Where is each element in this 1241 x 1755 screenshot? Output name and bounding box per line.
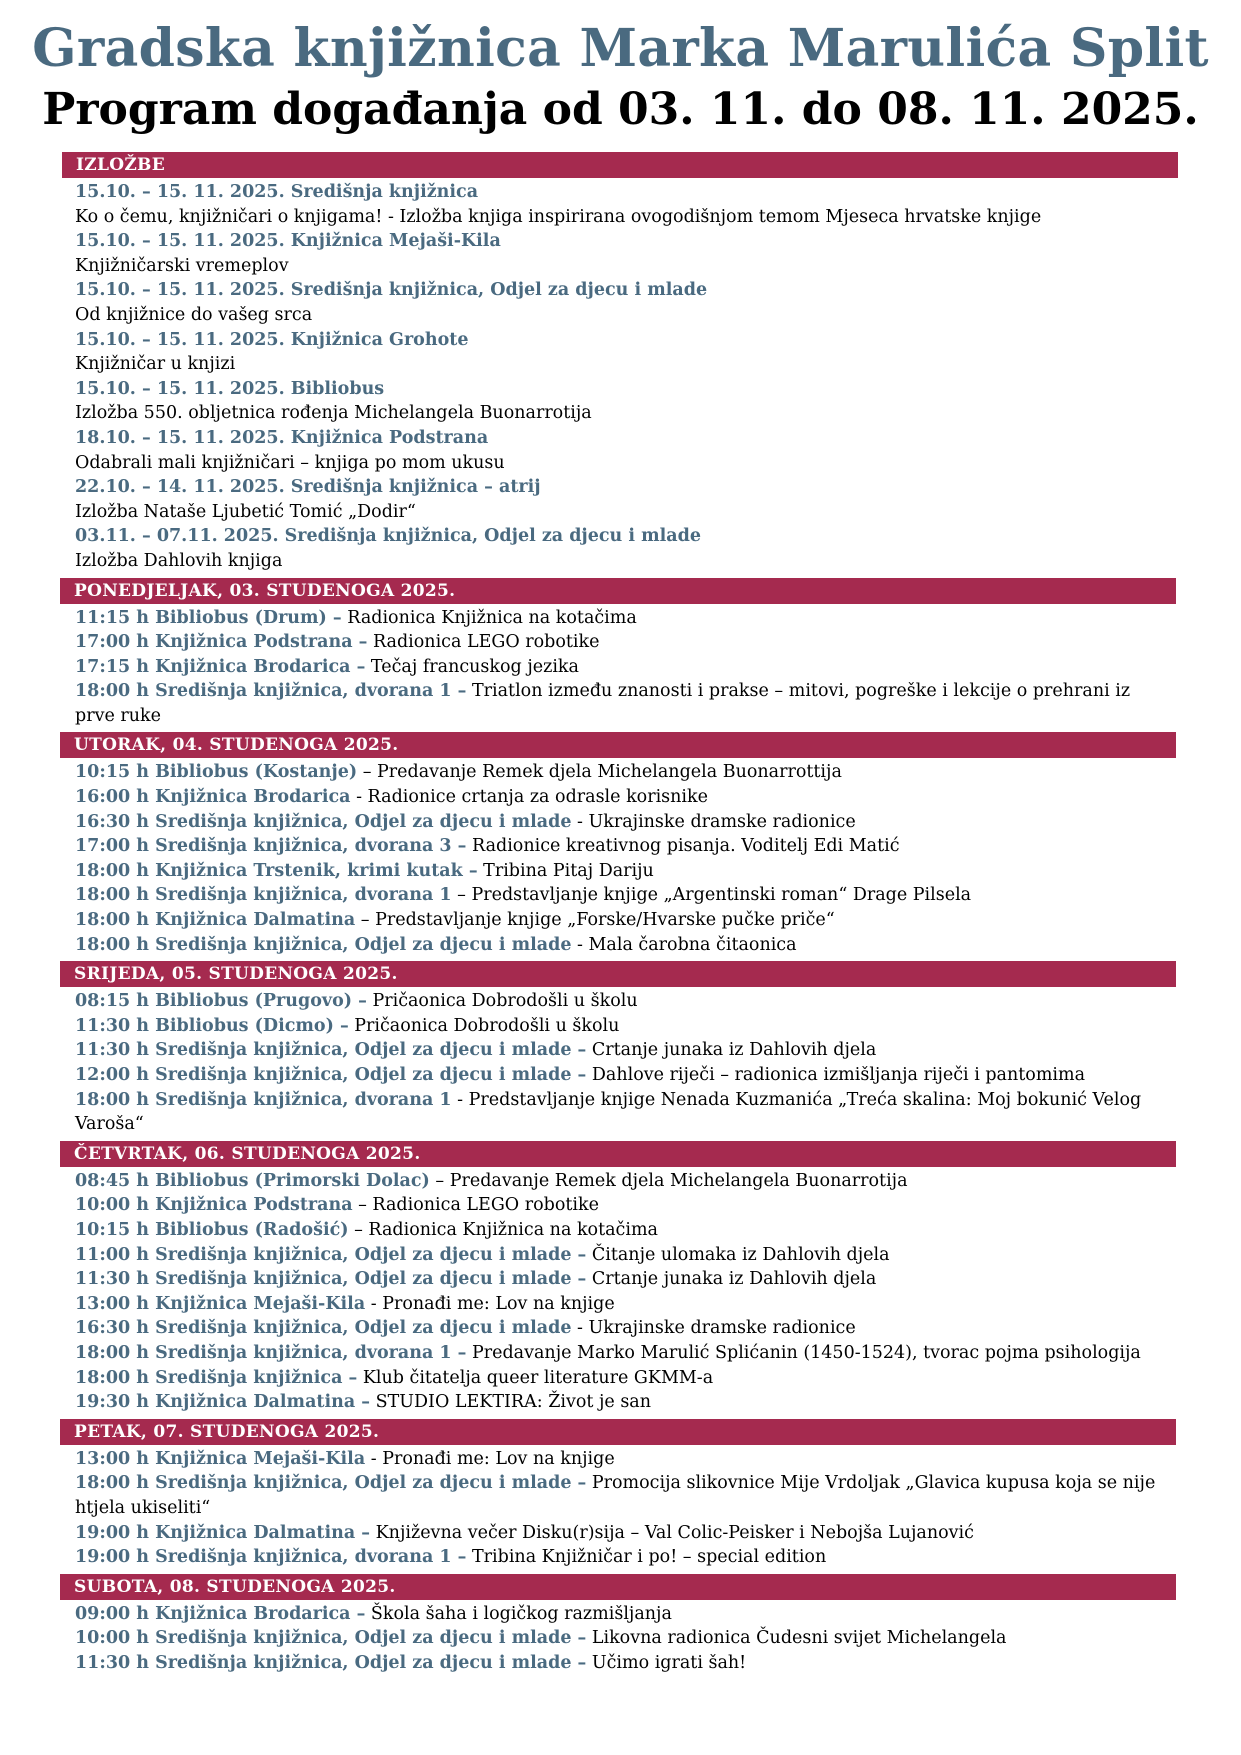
event-time-location: 17:00 h Središnja knjižnica, dvorana 3 – (75, 836, 467, 857)
exhibition-heading (75, 524, 1174, 549)
event-title: – Predavanje Remek djela Michelangela Buonarrotija (429, 1170, 908, 1191)
event-title: - Radionice crtanja za odrasle korisnike (350, 787, 708, 808)
event-title: - Pronađi me: Lov na knjige (365, 1448, 615, 1469)
event-time-location: 18:00 h Središnja knjižnica, dvorana 1 (75, 1089, 452, 1110)
exhibition-date: 15.10. – 15. 11. 2025. (75, 378, 285, 399)
exhibition-location: Knjižnica Grohote (290, 329, 469, 350)
event-row (75, 1169, 1174, 1194)
event-row (75, 1088, 1174, 1137)
event-title: Čitanje ulomaka iz Dahlovih djela (586, 1244, 890, 1265)
event-title: Tribina Knjižničar i po! – special edition (466, 1547, 827, 1568)
exhibition-date: 03.11. – 07.11. 2025. (75, 526, 279, 547)
event-title: Škola šaha i logičkog razmišljanja (365, 1603, 672, 1624)
day-events-list (62, 604, 1174, 733)
day-events-list (62, 1445, 1174, 1574)
event-row (75, 1193, 1174, 1218)
event-time-location: 08:45 h Bibliobus (Primorski Dolac) (75, 1170, 430, 1191)
event-time-location: 17:15 h Knjižnica Brodarica – (75, 656, 366, 677)
section-header-day: SRIJEDA, 05. STUDENOGA 2025. (60, 961, 1176, 987)
event-row (75, 1651, 1174, 1676)
event-time-location: 19:30 h Knjižnica Dalmatina – (75, 1392, 371, 1413)
exhibition-description: Od knjižnice do vašeg srca (75, 304, 313, 325)
event-time-location: 11:15 h Bibliobus (Drum) – (75, 607, 342, 628)
event-time-location: 18:00 h Knjižnica Dalmatina (75, 910, 356, 931)
event-title: – Predavanje Remek djela Michelangela Buonarrottija (357, 762, 842, 783)
event-row (75, 1038, 1174, 1063)
exhibition-heading (75, 229, 1174, 254)
event-row (75, 1316, 1174, 1341)
event-row (75, 1447, 1174, 1472)
exhibition-description: Izložba Nataše Ljubetić Tomić „Dodir“ (75, 501, 416, 522)
event-title: - Predstavljanje knjige Nenada Kuzmanića „Treća skalina: Moj bokunić Velog Varoša“ (75, 1089, 1142, 1135)
event-time-location: 16:00 h Knjižnica Brodarica (75, 787, 351, 808)
event-title: Klub čitatelja queer literature GKMM-a (357, 1367, 714, 1388)
day-events-list (62, 1600, 1174, 1680)
event-time-location: 08:15 h Bibliobus (Prugovo) – (75, 991, 367, 1012)
event-title: - Pronađi me: Lov na knjige (365, 1293, 615, 1314)
exhibition-heading (75, 180, 1174, 205)
event-title: Crtanje junaka iz Dahlovih djela (586, 1269, 877, 1290)
event-title: Radionica Knjižnica na kotačima (341, 607, 637, 628)
event-row (75, 933, 1174, 958)
exhibition-date: 15.10. – 15. 11. 2025. (75, 231, 285, 252)
event-row (75, 1014, 1174, 1039)
event-title: - Ukrajinske dramske radionice (571, 811, 856, 832)
event-row (75, 1602, 1174, 1627)
event-time-location: 10:15 h Bibliobus (Kostanje) (75, 762, 358, 783)
event-title: - Ukrajinske dramske radionice (571, 1318, 856, 1339)
event-row (75, 1471, 1174, 1520)
event-time-location: 18:00 h Središnja knjižnica, Odjel za djecu i mlade – (75, 1473, 587, 1494)
section-header-day: UTORAK, 04. STUDENOGA 2025. (60, 732, 1176, 758)
exhibition-location: Središnja knjižnica (290, 182, 479, 202)
day-events-list (62, 758, 1174, 961)
event-title: Učimo igrati šah! (586, 1652, 747, 1673)
exhibition-date: 15.10. – 15. 11. 2025. (75, 329, 285, 350)
event-title: Crtanje junaka iz Dahlovih djela (586, 1040, 877, 1061)
exhibition-description: Izložba Dahlovih knjiga (75, 550, 283, 571)
library-title: Gradska knjižnica Marka Marulića Split (32, 18, 1209, 79)
event-row (75, 908, 1174, 933)
exhibition-location: Središnja knjižnica, Odjel za djecu i mlade (290, 280, 708, 301)
event-title: – Radionica LEGO robotike (352, 1195, 599, 1216)
event-time-location: 19:00 h Središnja knjižnica, dvorana 1 – (75, 1547, 467, 1568)
event-row (75, 679, 1174, 728)
event-row (75, 1243, 1174, 1268)
event-time-location: 11:30 h Središnja knjižnica, Odjel za djecu i mlade – (75, 1269, 587, 1290)
exhibition-heading (75, 426, 1174, 451)
event-title: Tečaj francuskog jezika (365, 656, 579, 677)
event-row (75, 883, 1174, 908)
event-title: Pričaonica Dobrodošli u školu (348, 1015, 620, 1036)
exhibition-description: Knjižničarski vremeplov (75, 255, 289, 276)
event-time-location: 13:00 h Knjižnica Mejaši-Kila (75, 1293, 366, 1314)
days-container (62, 578, 1174, 1680)
event-title: – Predstavljanje knjige „Forske/Hvarske pučke priče“ (355, 910, 835, 931)
exhibition-location: Središnja knjižnica – atrij (290, 477, 541, 498)
event-title: STUDIO LEKTIRA: Život je san (370, 1392, 652, 1413)
event-time-location: 16:30 h Središnja knjižnica, Odjel za djecu i mlade (75, 811, 572, 832)
event-time-location: 17:00 h Knjižnica Podstrana – (75, 632, 368, 653)
event-row (75, 1341, 1174, 1366)
event-row (75, 1390, 1174, 1415)
event-row (75, 606, 1174, 631)
exhibition-date: 22.10. – 14. 11. 2025. (75, 477, 285, 498)
event-time-location: 18:00 h Središnja knjižnica – (75, 1367, 358, 1388)
event-row (75, 1521, 1174, 1546)
event-row (75, 1267, 1174, 1292)
event-time-location: 10:00 h Središnja knjižnica, Odjel za djecu i mlade – (75, 1628, 587, 1649)
event-row (75, 810, 1174, 835)
event-row (75, 1366, 1174, 1391)
event-row (75, 1626, 1174, 1651)
event-time-location: 10:15 h Bibliobus (Radošić) (75, 1219, 349, 1240)
event-row (75, 834, 1174, 859)
event-row (75, 1218, 1174, 1243)
exhibition-description: Izložba 550. obljetnica rođenja Michelangela Buonarrotija (75, 403, 592, 424)
event-time-location: 18:00 h Središnja knjižnica, Odjel za djecu i mlade (75, 934, 572, 955)
event-title: Književna večer Disku(r)sija – Val Colic-Peisker i Nebojša Lujanović (370, 1522, 974, 1543)
event-title: Dahlove riječi – radionica izmišljanja riječi i pantomima (586, 1065, 1086, 1085)
event-row (75, 655, 1174, 680)
event-time-location: 18:00 h Središnja knjižnica, dvorana 1 (75, 885, 452, 906)
event-time-location: 11:00 h Središnja knjižnica, Odjel za djecu i mlade – (75, 1244, 587, 1265)
exhibition-heading (75, 475, 1174, 500)
exhibitions-list (62, 178, 1174, 578)
event-title: Radionice kreativnog pisanja. Voditelj Edi Matić (466, 836, 900, 857)
event-time-location: 11:30 h Središnja knjižnica, Odjel za djecu i mlade – (75, 1040, 587, 1061)
event-row (75, 1292, 1174, 1317)
exhibition-heading (75, 328, 1174, 353)
event-row (75, 785, 1174, 810)
event-title: – Radionica Knjižnica na kotačima (348, 1219, 658, 1240)
event-time-location: 09:00 h Knjižnica Brodarica – (75, 1603, 366, 1624)
event-time-location: 10:00 h Knjižnica Podstrana (75, 1195, 353, 1216)
event-title: Tribina Pitaj Dariju (477, 860, 654, 881)
event-row (75, 989, 1174, 1014)
event-row (75, 1063, 1174, 1088)
exhibition-location: Bibliobus (290, 378, 385, 399)
exhibition-location: Knjižnica Mejaši-Kila (290, 231, 501, 252)
event-time-location: 18:00 h Knjižnica Trstenik, krimi kutak – (75, 860, 478, 881)
event-row (75, 630, 1174, 655)
section-header-day: PONEDJELJAK, 03. STUDENOGA 2025. (60, 578, 1176, 604)
day-events-list (62, 1167, 1174, 1419)
event-title: Likovna radionica Čudesni svijet Michelangela (586, 1628, 1007, 1649)
event-time-location: 18:00 h Središnja knjižnica, dvorana 1 – (75, 1342, 467, 1363)
exhibition-heading (75, 278, 1174, 303)
event-time-location: 13:00 h Knjižnica Mejaši-Kila (75, 1448, 366, 1469)
event-time-location: 18:00 h Središnja knjižnica, dvorana 1 – (75, 681, 467, 702)
event-time-location: 16:30 h Središnja knjižnica, Odjel za djecu i mlade (75, 1318, 572, 1339)
section-header-day: PETAK, 07. STUDENOGA 2025. (60, 1419, 1176, 1445)
exhibition-location: Središnja knjižnica, Odjel za djecu i mlade (284, 526, 701, 547)
event-title: Pričaonica Dobrodošli u školu (366, 991, 638, 1012)
section-header-exhibitions: IZLOŽBE (62, 152, 1178, 178)
event-row (75, 1545, 1174, 1570)
exhibition-location: Knjižnica Podstrana (290, 427, 489, 448)
exhibition-heading (75, 377, 1174, 402)
program-content (62, 152, 1174, 1679)
exhibition-date: 15.10. – 15. 11. 2025. (75, 280, 285, 301)
section-header-day: ČETVRTAK, 06. STUDENOGA 2025. (60, 1141, 1176, 1167)
exhibition-description: Knjižničar u knjizi (75, 354, 236, 375)
event-time-location: 19:00 h Knjižnica Dalmatina – (75, 1522, 371, 1543)
exhibition-date: 18.10. – 15. 11. 2025. (75, 427, 285, 448)
event-time-location: 12:00 h Središnja knjižnica, Odjel za djecu i mlade – (75, 1065, 587, 1085)
event-title: Triatlon između znanosti i prakse – mitovi, pogreške i lekcije o prehrani iz prve ruke (75, 681, 1131, 726)
event-title: Predavanje Marko Marulić Splićanin (1450-1524), tvorac pojma psihologija (466, 1342, 1141, 1363)
exhibition-date: 15.10. – 15. 11. 2025. (75, 182, 285, 202)
day-events-list (62, 987, 1174, 1141)
event-title: Promocija slikovnice Mije Vrdoljak „Glavica kupusa koja se nije htjela ukiseliti“ (75, 1473, 1156, 1518)
event-row (75, 859, 1174, 884)
section-header-day: SUBOTA, 08. STUDENOGA 2025. (60, 1574, 1176, 1600)
event-title: – Predstavljanje knjige „Argentinski roman“ Drage Pilsela (451, 885, 972, 906)
exhibition-description: Odabrali mali knjižničari – knjiga po mom ukusu (75, 452, 505, 473)
event-title: Radionica LEGO robotike (367, 632, 600, 653)
event-time-location: 11:30 h Središnja knjižnica, Odjel za djecu i mlade – (75, 1652, 587, 1673)
event-title: - Mala čarobna čitaonica (571, 934, 797, 955)
exhibition-description: Ko o čemu, knjižničari o knjigama! - Izložba knjiga inspirirana ovogodišnjom temom Mjeseca hrvatske knjige (75, 206, 1042, 227)
event-row (75, 760, 1174, 785)
event-time-location: 11:30 h Bibliobus (Dicmo) – (75, 1015, 349, 1036)
program-title: Program događanja od 03. 11. do 08. 11. 2025. (42, 84, 1199, 135)
